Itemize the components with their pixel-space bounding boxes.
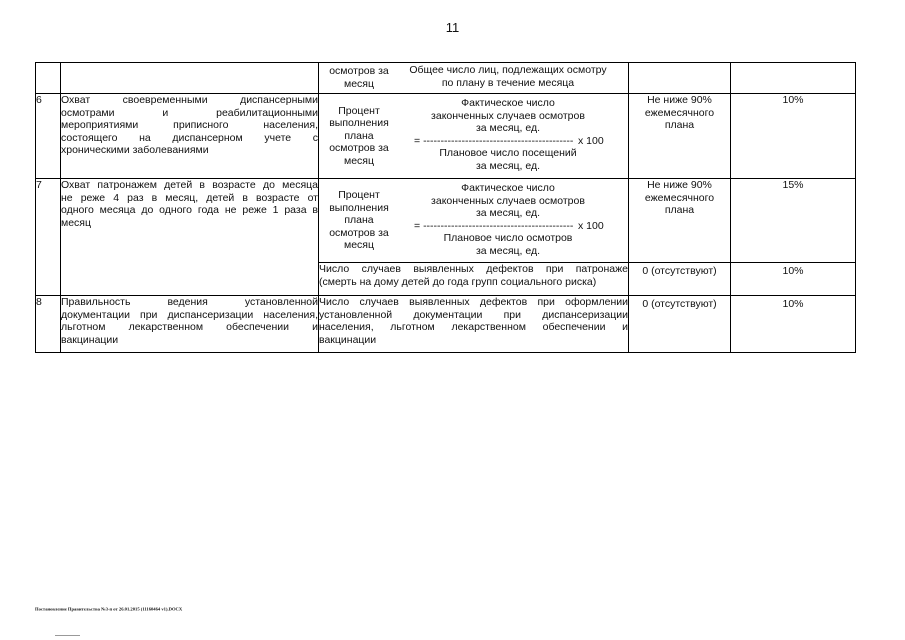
fraction-bar: = ------------------------------------------- x 100	[414, 219, 604, 232]
norm-text: Не ниже 90% ежемесячного плана	[629, 179, 731, 263]
document-footer: Постановление Правительства №3-п от 26.01.2015 (11160464 v1).DOCX	[35, 607, 183, 613]
criteria-table	[35, 62, 856, 353]
formula-fraction: Фактическое число законченных случаев осмотров за месяц, ед. = ------------------------------------------- x 100 Плановое число посещений за месяц, ед.	[401, 94, 615, 178]
criterion-text: Охват своевременными диспансерными осмотрами и реабилитационными мероприятиями приписного населения, состоящего на диспансерном учете с хроническими заболеваниями	[61, 94, 319, 179]
weight-value: 10%	[731, 94, 856, 179]
weight-value: 10%	[731, 263, 856, 296]
weight-value: 15%	[731, 179, 856, 263]
table-row	[36, 94, 856, 179]
formula-cell	[319, 94, 629, 179]
formula-denominator: Плановое число осмотров	[443, 232, 573, 245]
table-row	[36, 179, 856, 263]
indicator-text: Число случаев выявленных дефектов при оформлении установленной документации при диспансеризации населения, льготном лекарственном обеспечении и вакцинации	[319, 296, 629, 353]
fraction-bar: = ------------------------------------------- x 100	[414, 134, 604, 147]
norm-text: 0 (отсутствуют)	[629, 263, 731, 296]
formula-denominator: Плановое число посещений	[439, 147, 577, 160]
formula-cell	[319, 179, 629, 263]
row-number: 6	[36, 94, 61, 179]
formula-denominator: Общее число лиц, подлежащих осмотру по плану в течение месяца	[409, 64, 607, 89]
table-row-continuation	[36, 63, 856, 94]
indicator-text: Число случаев выявленных дефектов при патронаже (смерть на дому детей до года групп социального риска)	[319, 263, 629, 296]
norm-text: Не ниже 90% ежемесячного плана	[629, 94, 731, 179]
row-number: 8	[36, 296, 61, 353]
formula-cell	[319, 63, 629, 94]
formula-numerator: Фактическое число	[461, 182, 555, 194]
criterion-text: Правильность ведения установленной документации при диспансеризации населения, льготном лекарственном обеспечении и вакцинации	[61, 296, 319, 353]
formula-fraction: Фактическое число законченных случаев осмотров за месяц, ед. = ------------------------------------------- x 100 Плановое число осмотров за месяц, ед.	[401, 179, 615, 262]
criterion-cell	[61, 63, 319, 94]
scan-mark	[55, 635, 80, 636]
criterion-text: Охват патронажем детей в возрасте до месяца не реже 4 раз в месяц, детей в возрасте от одного месяца до одного года не реже 1 раза в месяц	[61, 179, 319, 296]
weight-value: 10%	[731, 296, 856, 353]
norm-cell	[629, 63, 731, 94]
table-row	[36, 296, 856, 353]
weight-cell	[731, 63, 856, 94]
number-cell	[36, 63, 61, 94]
formula-label: осмотров за месяц	[329, 65, 389, 90]
formula-numerator: Фактическое число	[461, 97, 555, 109]
row-number: 7	[36, 179, 61, 296]
formula-label: Процент выполнения плана осмотров за месяц	[329, 104, 389, 167]
norm-text: 0 (отсутствуют)	[629, 296, 731, 353]
page-number: 11	[445, 20, 460, 35]
formula-label: Процент выполнения плана осмотров за месяц	[329, 189, 389, 252]
